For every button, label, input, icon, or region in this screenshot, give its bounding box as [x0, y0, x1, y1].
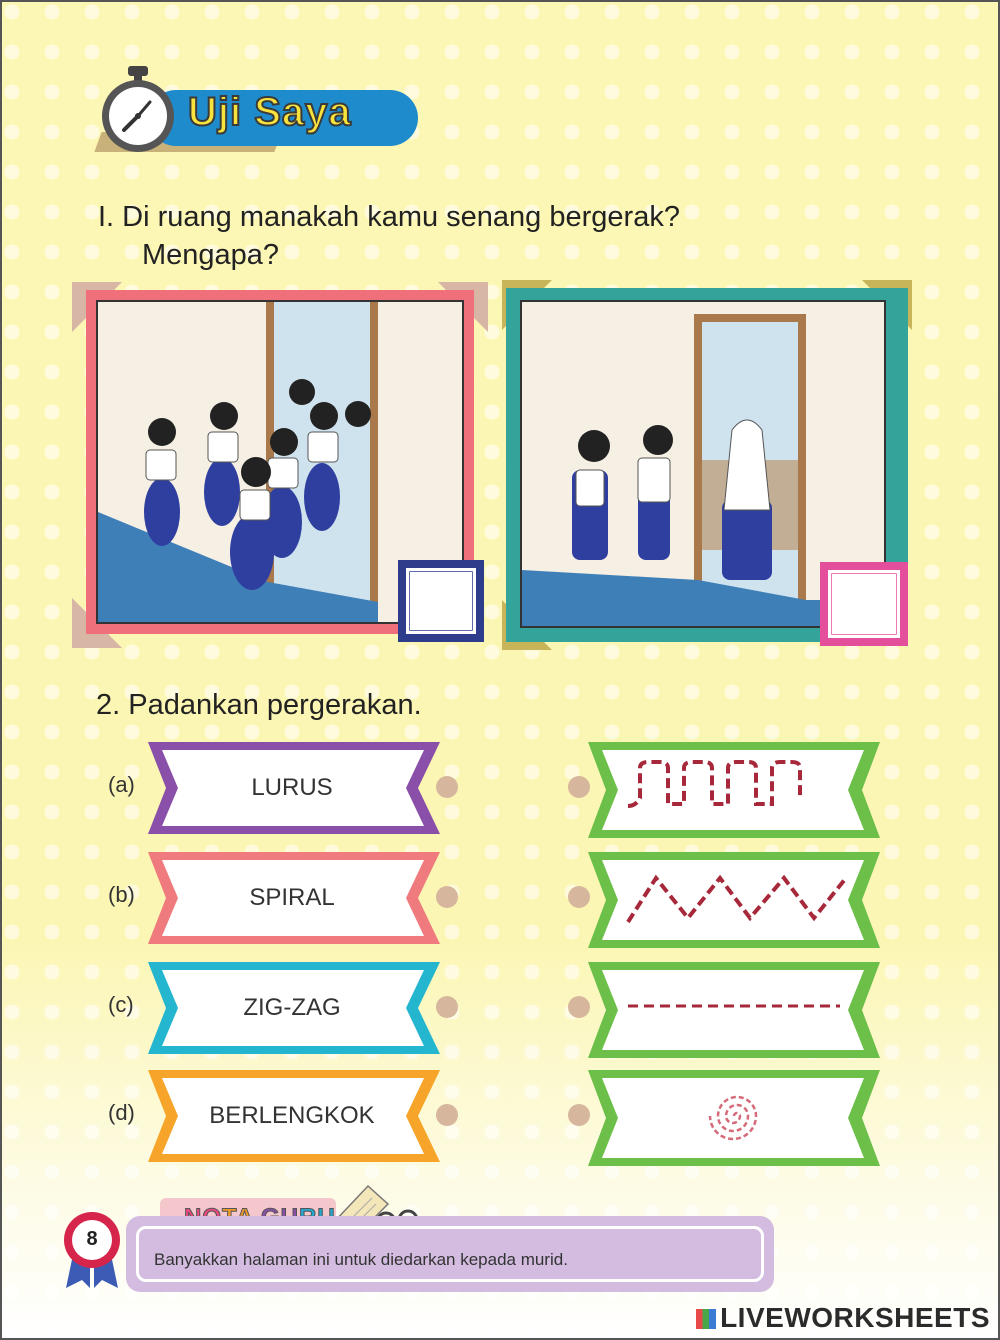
photo-running-corridor [72, 282, 488, 648]
liveworksheets-watermark [696, 1302, 990, 1334]
question-2: 2. Padankan pergerakan. [96, 689, 422, 721]
question-1-line-2: Mengapa? [142, 239, 280, 271]
match-dot-left-d[interactable] [436, 1104, 458, 1126]
match-label-d: BERLENGKOK [209, 1102, 375, 1129]
match-dot-left-c[interactable] [436, 996, 458, 1018]
wave-pattern-icon [588, 742, 880, 838]
answer-box-left[interactable] [410, 572, 472, 630]
match-label-b: SPIRAL [249, 884, 335, 911]
match-label-a: LURUS [251, 774, 333, 801]
match-row-d [102, 1070, 902, 1162]
spiral-pattern-icon [588, 1070, 880, 1166]
match-letter-a: (a) [108, 772, 135, 797]
zigzag-pattern-icon [588, 852, 880, 948]
match-dot-right-2[interactable] [568, 886, 590, 908]
match-dot-right-1[interactable] [568, 776, 590, 798]
dashed-line-pattern-icon [588, 962, 880, 1058]
question-1-line-1: I. Di ruang manakah kamu senang bergerak? [98, 201, 680, 233]
page-number: 8 [86, 1228, 98, 1250]
match-row-c [102, 962, 902, 1054]
match-row-b [102, 852, 902, 944]
nota-guru-text: Banyakkan halaman ini untuk diedarkan kepada murid. [154, 1250, 568, 1269]
match-dot-left-a[interactable] [436, 776, 458, 798]
watermark-text: LIVEWORKSHEETS [720, 1302, 990, 1333]
photo-walking-corridor [502, 280, 912, 650]
match-dot-left-b[interactable] [436, 886, 458, 908]
match-letter-d: (d) [108, 1100, 135, 1125]
answer-box-right[interactable] [832, 574, 896, 634]
match-row-a [102, 742, 902, 834]
liveworksheets-logo-icon [696, 1309, 716, 1329]
nota-guru-box [126, 1216, 774, 1292]
match-dot-right-3[interactable] [568, 996, 590, 1018]
page-title: Uji Saya [188, 90, 352, 134]
page-number-badge [60, 1210, 124, 1290]
match-dot-right-4[interactable] [568, 1104, 590, 1126]
match-label-c: ZIG-ZAG [243, 994, 341, 1021]
match-letter-c: (c) [108, 992, 134, 1017]
match-letter-b: (b) [108, 882, 135, 907]
stopwatch-icon [98, 64, 178, 154]
title-banner [98, 64, 428, 160]
